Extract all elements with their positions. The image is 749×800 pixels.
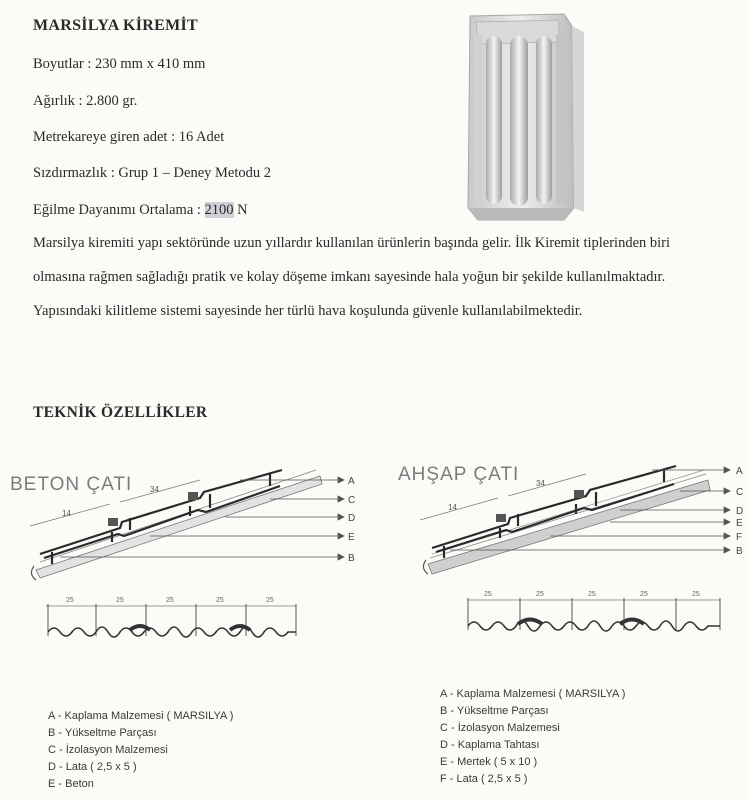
product-description: Marsilya kiremiti yapı sektöründe uzun yıllardır kullanılan ürünlerin başında gelir. İlk Kiremit tiplerinden biri olmasına rağmen sağladığı pratik ve kolay döşeme imkanı sayesinde hala yoğun bir şekilde kullanılmaktadır. Yapısındaki kilitleme sistemi sayesinde her türlü hava koşulunda güvenle kullanılabilmektedir.: [33, 235, 671, 319]
batten: [496, 514, 506, 522]
spec-dimensions: Boyutlar : 230 mm x 410 mm: [33, 56, 206, 72]
marker-a: A: [736, 466, 743, 477]
roof-tiles: [432, 466, 676, 558]
legend-item: A - Kaplama Malzemesi ( MARSILYA ): [48, 710, 234, 722]
wooden-roof-title: AHŞAP ÇATI: [398, 464, 520, 485]
dimension-label: 14: [448, 503, 457, 512]
product-title: MARSİLYA KİREMİT: [33, 17, 198, 34]
spacing-label: 25: [116, 597, 124, 604]
tile-photo: [460, 12, 590, 224]
beton-roof-title: BETON ÇATI: [10, 474, 133, 495]
legend-item: C - İzolasyon Malzemesi: [48, 744, 168, 756]
spacing-label: 25: [66, 597, 74, 604]
legend-item: B - Yükseltme Parçası: [440, 705, 549, 717]
gutter: [31, 566, 36, 580]
dimension-label: 34: [536, 479, 545, 488]
spacing-label: 25: [484, 591, 492, 598]
wooden-tile-profile: [458, 584, 728, 644]
technical-heading: TEKNİK ÖZELLİKLER: [33, 404, 208, 421]
legend-item: A - Kaplama Malzemesi ( MARSILYA ): [440, 688, 626, 700]
concrete-slab: [36, 476, 322, 578]
marker-e: E: [736, 518, 743, 529]
legend-item: E - Mertek ( 5 x 10 ): [440, 756, 538, 768]
marker-c: C: [736, 487, 744, 498]
wooden-roof-legend: [440, 686, 625, 788]
spacing-label: 25: [216, 597, 224, 604]
batten: [108, 518, 118, 526]
marker-a: A: [348, 476, 355, 487]
marker-d: D: [736, 506, 744, 517]
spacing-label: 25: [692, 591, 700, 598]
concrete-tile-profile: [40, 594, 310, 650]
spacing-label: 25: [536, 591, 544, 598]
spacing-label: 25: [640, 591, 648, 598]
marker-b: B: [348, 553, 355, 564]
rafter: [428, 480, 710, 574]
spec-bending-strength: [33, 202, 248, 219]
marker-e: E: [348, 532, 355, 543]
spec-per-square-meter: Metrekareye giren adet : 16 Adet: [33, 129, 225, 145]
marker-c: C: [348, 495, 356, 506]
marker-b: B: [736, 546, 743, 557]
legend-item: D - Kaplama Tahtası: [440, 739, 540, 751]
legend-item: D - Lata ( 2,5 x 5 ): [48, 761, 137, 773]
gutter: [423, 560, 428, 574]
concrete-roof-diagram: [0, 456, 370, 586]
legend-item: B - Yükseltme Parçası: [48, 727, 157, 739]
legend-item: F - Lata ( 2,5 x 5 ): [440, 773, 528, 785]
spacing-label: 25: [166, 597, 174, 604]
legend-item: C - İzolasyon Malzemesi: [440, 722, 560, 734]
spacing-label: 25: [266, 597, 274, 604]
marker-f: F: [736, 532, 743, 543]
concrete-roof-legend: [48, 708, 233, 793]
legend-item: E - Beton: [48, 778, 94, 790]
dimension-label: 14: [62, 509, 71, 518]
wooden-roof-diagram: [390, 456, 749, 586]
spec-waterproofing: Sızdırmazlık : Grup 1 – Deney Metodu 2: [33, 165, 271, 181]
batten: [574, 490, 584, 498]
bending-label: Eğilme Dayanımı Ortalama :: [33, 202, 205, 218]
marker-d: D: [348, 513, 356, 524]
spacing-label: 25: [588, 591, 596, 598]
bending-unit: N: [233, 202, 248, 218]
batten: [188, 492, 198, 500]
dimension-label: 34: [150, 485, 159, 494]
spec-weight: Ağırlık : 2.800 gr.: [33, 93, 138, 109]
bending-value: 2100: [204, 202, 234, 218]
